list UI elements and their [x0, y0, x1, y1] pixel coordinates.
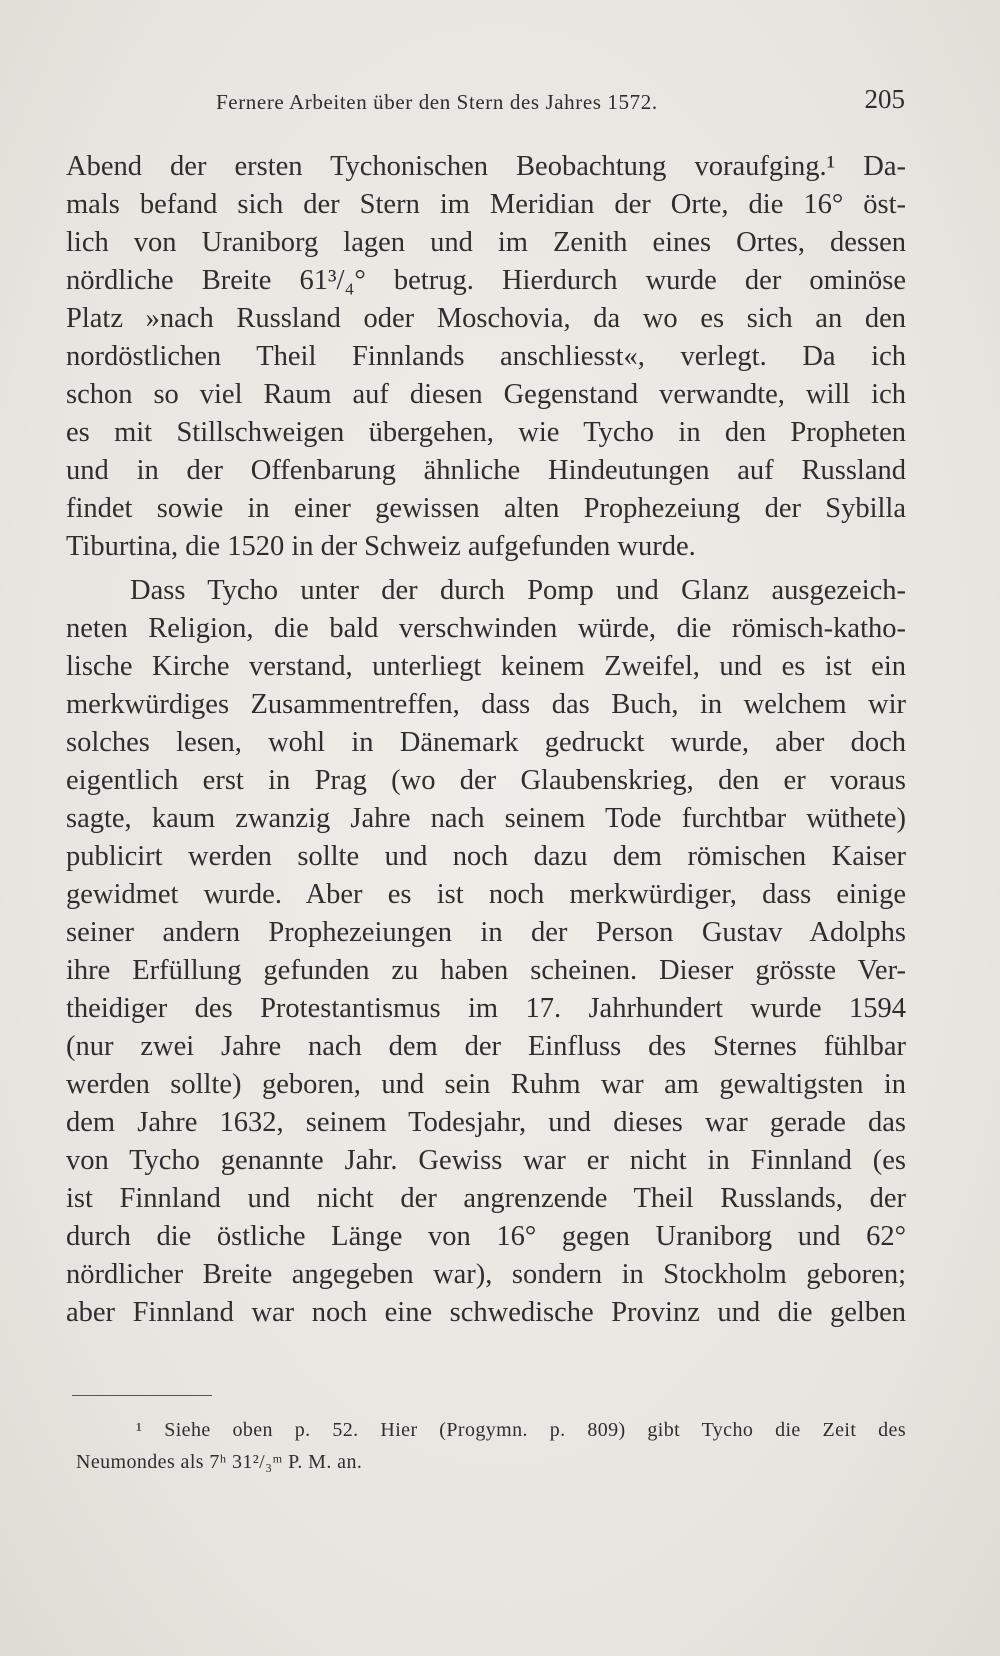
text-line: nordöstlichen Theil Finnlands anschliesst«, verlegt. Da ich [66, 341, 906, 372]
text-line: nördliche Breite 61³/₄° betrug. Hierdurch wurde der ominöse [66, 265, 906, 296]
text-line: solches lesen, wohl in Dänemark gedruckt wurde, aber doch [66, 727, 906, 758]
text-line: dem Jahre 1632, seinem Todesjahr, und dieses war gerade das [66, 1107, 906, 1138]
page-header [66, 84, 905, 124]
text-line: mals befand sich der Stern im Meridian der Orte, die 16° öst- [66, 189, 906, 220]
text-line: aber Finnland war noch eine schwedische Provinz und die gelben [66, 1297, 906, 1328]
text-line: werden sollte) geboren, und sein Ruhm war am gewaltigsten in [66, 1069, 906, 1100]
text-line: durch die östliche Länge von 16° gegen Uraniborg und 62° [66, 1221, 906, 1252]
page-number: 205 [864, 84, 905, 114]
body-text [66, 148, 906, 1332]
text-line: lich von Uraniborg lagen und im Zenith eines Ortes, dessen [66, 227, 906, 258]
footnotes [76, 1414, 906, 1478]
text-line: Abend der ersten Tychonischen Beobachtung voraufging.¹ Da- [66, 151, 906, 182]
text-line: theidiger des Protestantismus im 17. Jahrhundert wurde 1594 [66, 993, 906, 1024]
text-line: nördlicher Breite angegeben war), sondern in Stockholm geboren; [66, 1259, 906, 1290]
text-line: merkwürdiges Zusammentreffen, dass das Buch, in welchem wir [66, 689, 906, 720]
text-line: publicirt werden sollte und noch dazu dem römischen Kaiser [66, 841, 906, 872]
footnote-line: Neumondes als 7ʰ 31²/₃ᵐ P. M. an. [76, 1451, 363, 1473]
running-title: Fernere Arbeiten über den Stern des Jahres 1572. [216, 90, 658, 114]
text-line: eigentlich erst in Prag (wo der Glaubenskrieg, den er voraus [66, 765, 906, 796]
text-line: lische Kirche verstand, unterliegt keinem Zweifel, und es ist ein [66, 651, 906, 682]
text-line: seiner andern Prophezeiungen in der Person Gustav Adolphs [66, 917, 906, 948]
footnote-line: ¹ Siehe oben p. 52. Hier (Progymn. p. 809) gibt Tycho die Zeit des [136, 1419, 906, 1441]
text-line: schon so viel Raum auf diesen Gegenstand verwandte, will ich [66, 379, 906, 410]
text-line: gewidmet wurde. Aber es ist noch merkwürdiger, dass einige [66, 879, 906, 910]
text-line: Tiburtina, die 1520 in der Schweiz aufgefunden wurde. [66, 531, 696, 562]
text-line: findet sowie in einer gewissen alten Prophezeiung der Sybilla [66, 493, 906, 524]
text-line: Dass Tycho unter der durch Pomp und Glanz ausgezeich- [130, 575, 906, 606]
text-line: Platz »nach Russland oder Moschovia, da wo es sich an den [66, 303, 906, 334]
text-line: es mit Stillschweigen übergehen, wie Tycho in den Propheten [66, 417, 906, 448]
text-line: sagte, kaum zwanzig Jahre nach seinem Tode furchtbar wüthete) [66, 803, 906, 834]
text-line: neten Religion, die bald verschwinden würde, die römisch-katho- [66, 613, 906, 644]
text-line: (nur zwei Jahre nach dem der Einfluss des Sternes fühlbar [66, 1031, 906, 1062]
text-line: und in der Offenbarung ähnliche Hindeutungen auf Russland [66, 455, 906, 486]
text-line: ihre Erfüllung gefunden zu haben scheinen. Dieser grösste Ver- [66, 955, 906, 986]
footnote-divider [72, 1395, 212, 1396]
text-line: ist Finnland und nicht der angrenzende Theil Russlands, der [66, 1183, 906, 1214]
text-line: von Tycho genannte Jahr. Gewiss war er nicht in Finnland (es [66, 1145, 906, 1176]
